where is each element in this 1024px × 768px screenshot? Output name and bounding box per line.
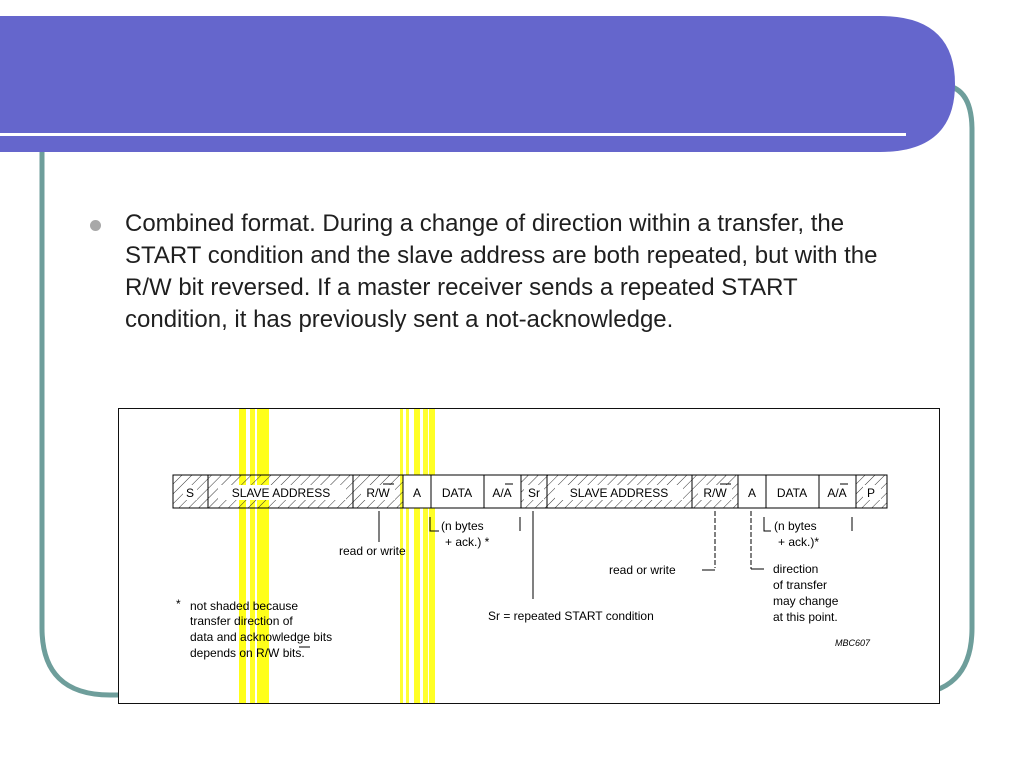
direction-line-2: of transfer — [773, 578, 828, 592]
cell-label-data-2: DATA — [776, 486, 808, 500]
cell-label-s: S — [185, 486, 195, 500]
cell-label-rw-1: R/W — [366, 486, 390, 500]
cell-label-a-1: A — [412, 486, 422, 500]
direction-line-4: at this point. — [773, 610, 838, 624]
ack-label-1: + ack.) * — [445, 535, 490, 549]
annotations-right — [609, 511, 852, 624]
direction-line-1: direction — [773, 562, 819, 576]
cell-label-a-2: A — [747, 486, 757, 500]
header-divider — [0, 133, 906, 136]
highlight-band — [414, 409, 420, 704]
bullet-dot — [90, 220, 101, 231]
footnote-line-4: depends on R/W bits. — [190, 646, 305, 660]
cell-label-p: P — [866, 486, 876, 500]
footnote-line-1: not shaded because — [190, 599, 299, 613]
cell-label-rw-2: R/W — [703, 486, 727, 500]
bullet-text: Combined format. During a change of direction within a transfer, the START condition and the slave address are both repeated, but with the R/W bit reversed. If a master receiver sends a repeated START condition, it has previously sent a not-acknowledge. — [125, 210, 878, 333]
footnote-star: * — [176, 597, 181, 611]
n-bytes-label-2: (n bytes — [774, 519, 817, 533]
read-or-write-label-1: read or write — [339, 544, 406, 558]
sr-note: Sr = repeated START condition — [488, 609, 654, 623]
cell-label-a-abar-2: A/A — [827, 486, 847, 500]
n-bytes-label-1: (n bytes — [441, 519, 484, 533]
direction-line-3: may change — [773, 594, 839, 608]
read-or-write-label-2: read or write — [609, 563, 676, 577]
footnote-line-2: transfer direction of — [190, 614, 293, 628]
highlight-band — [423, 409, 428, 704]
cell-label-a-abar-1: A/A — [492, 486, 512, 500]
cell-label-slave-address-1: SLAVE ADDRESS — [231, 486, 331, 500]
highlight-band — [406, 409, 409, 704]
ack-label-2: + ack.)* — [778, 535, 820, 549]
i2c-combined-format-figure — [118, 408, 940, 704]
cell-label-sr: Sr — [528, 486, 540, 500]
cell-label-data-1: DATA — [441, 486, 473, 500]
cell-label-slave-address-2: SLAVE ADDRESS — [569, 486, 669, 500]
figure-reference: MBC607 — [835, 638, 871, 648]
header-band — [0, 16, 955, 152]
cell-labels — [183, 484, 881, 500]
footnote-line-3: data and acknowledge bits — [190, 630, 333, 644]
bytes-bracket-2 — [764, 517, 771, 531]
highlight-band — [429, 409, 435, 704]
figure-diagram — [119, 409, 940, 704]
